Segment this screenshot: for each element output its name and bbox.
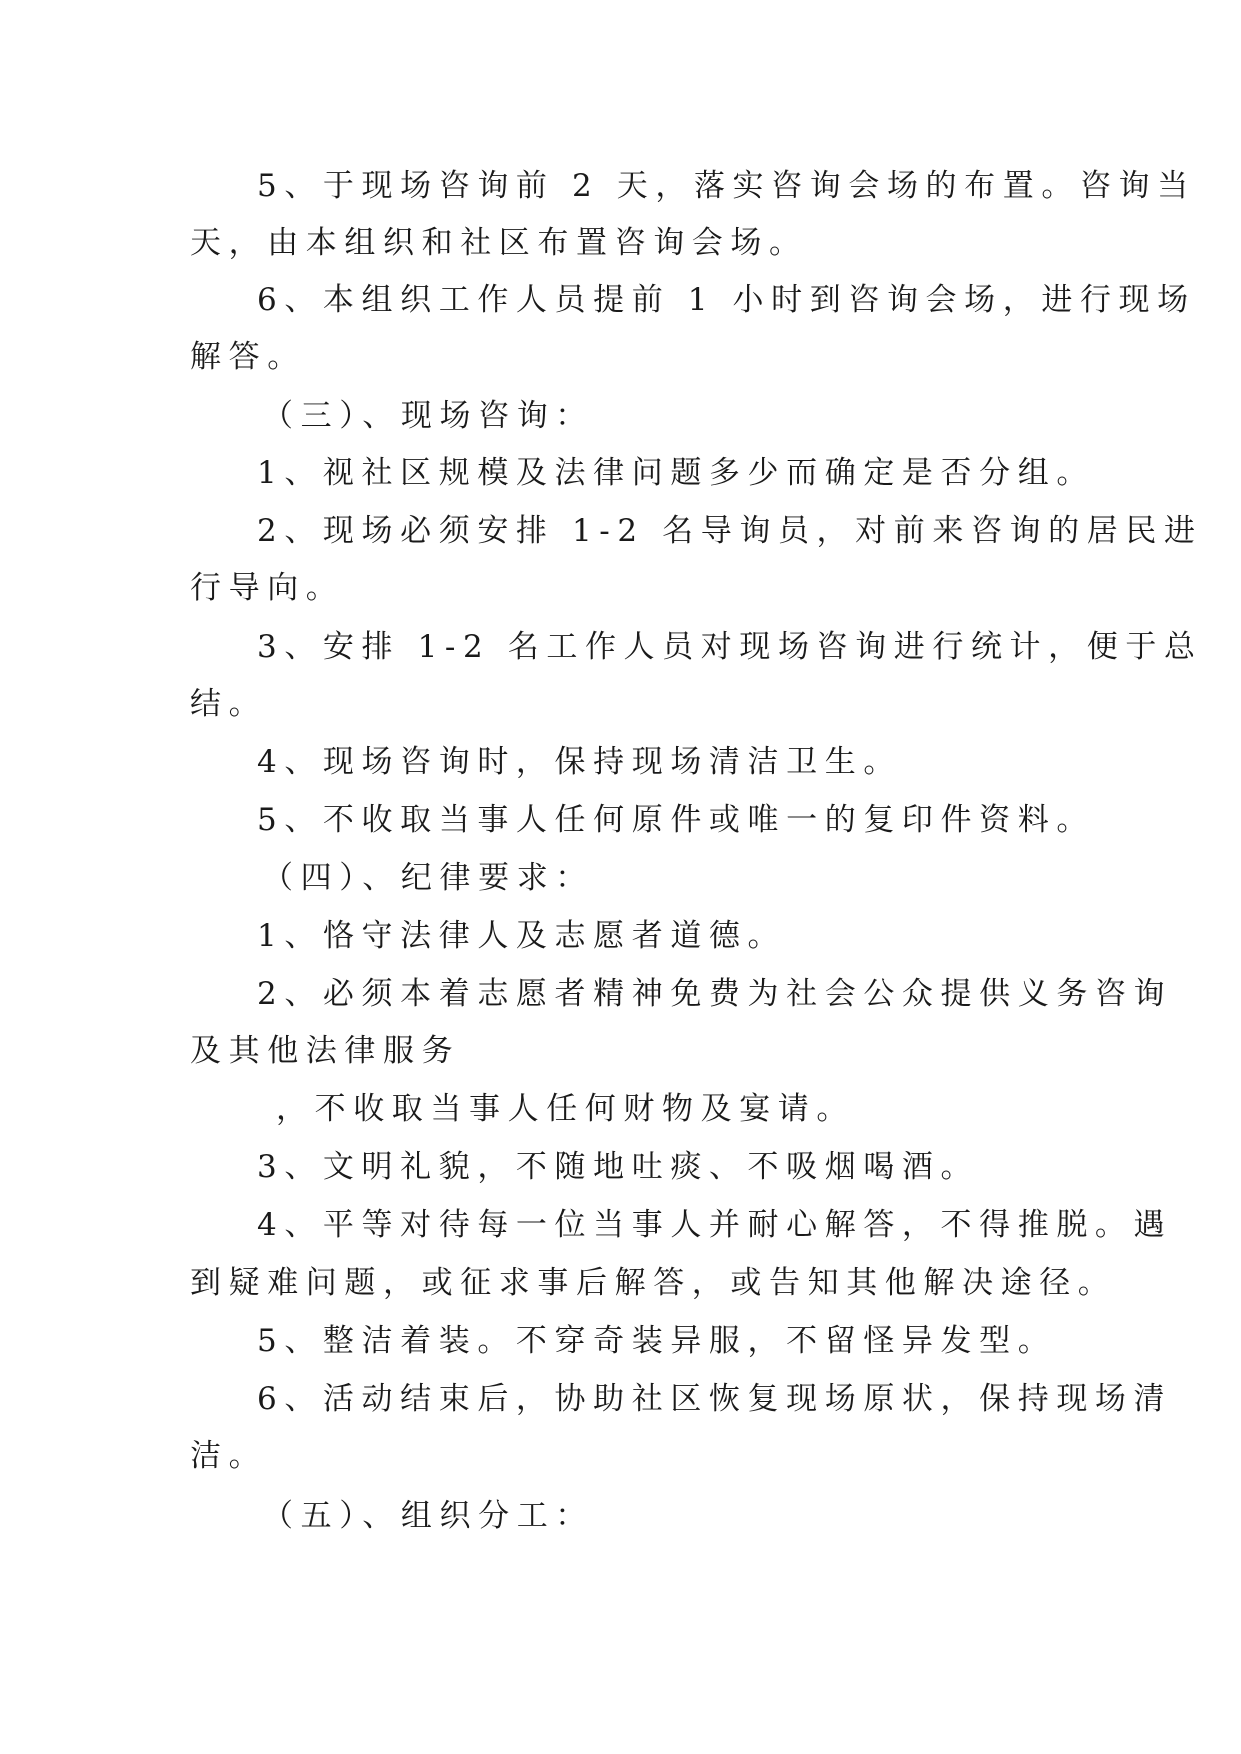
text-line: 2、现场必须安排 1-2 名导询员，对前来咨询的居民进	[257, 513, 1203, 549]
text-line: 行导向。	[190, 570, 345, 606]
text-line: 5、不收取当事人任何原件或唯一的复印件资料。	[257, 802, 1095, 838]
text-line: 解答。	[190, 339, 306, 375]
text-line: 5、整洁着装。不穿奇装异服，不留怪异发型。	[257, 1323, 1057, 1359]
text-line: 结。	[190, 686, 268, 722]
text-line: ，不收取当事人任何财物及宴请。	[276, 1091, 855, 1127]
section-heading: （五）、组织分工：	[262, 1498, 594, 1534]
text-line: 到疑难问题，或征求事后解答，或告知其他解决途径。	[190, 1265, 1117, 1301]
text-line: 1、恪守法律人及志愿者道德。	[257, 918, 787, 954]
text-line: 及其他法律服务	[190, 1033, 461, 1069]
text-line: 3、安排 1-2 名工作人员对现场咨询进行统计，便于总	[257, 629, 1203, 665]
text-line: 6、活动结束后，协助社区恢复现场原状，保持现场清	[257, 1381, 1173, 1417]
text-line: 1、视社区规模及法律问题多少而确定是否分组。	[257, 455, 1095, 491]
text-line: 4、现场咨询时，保持现场清洁卫生。	[257, 744, 902, 780]
text-line: 2、必须本着志愿者精神免费为社会公众提供义务咨询	[257, 976, 1173, 1012]
text-line: 5、于现场咨询前 2 天，落实咨询会场的布置。咨询当	[257, 168, 1196, 204]
section-heading: （四）、纪律要求：	[262, 860, 594, 896]
text-line: 天，由本组织和社区布置咨询会场。	[190, 225, 808, 261]
text-line: 4、平等对待每一位当事人并耐心解答，不得推脱。遇	[257, 1207, 1173, 1243]
text-line: 洁。	[190, 1438, 268, 1474]
text-line: 6、本组织工作人员提前 1 小时到咨询会场，进行现场	[257, 282, 1196, 318]
section-heading: （三）、现场咨询：	[262, 398, 594, 434]
text-line: 3、文明礼貌，不随地吐痰、不吸烟喝酒。	[257, 1149, 980, 1185]
